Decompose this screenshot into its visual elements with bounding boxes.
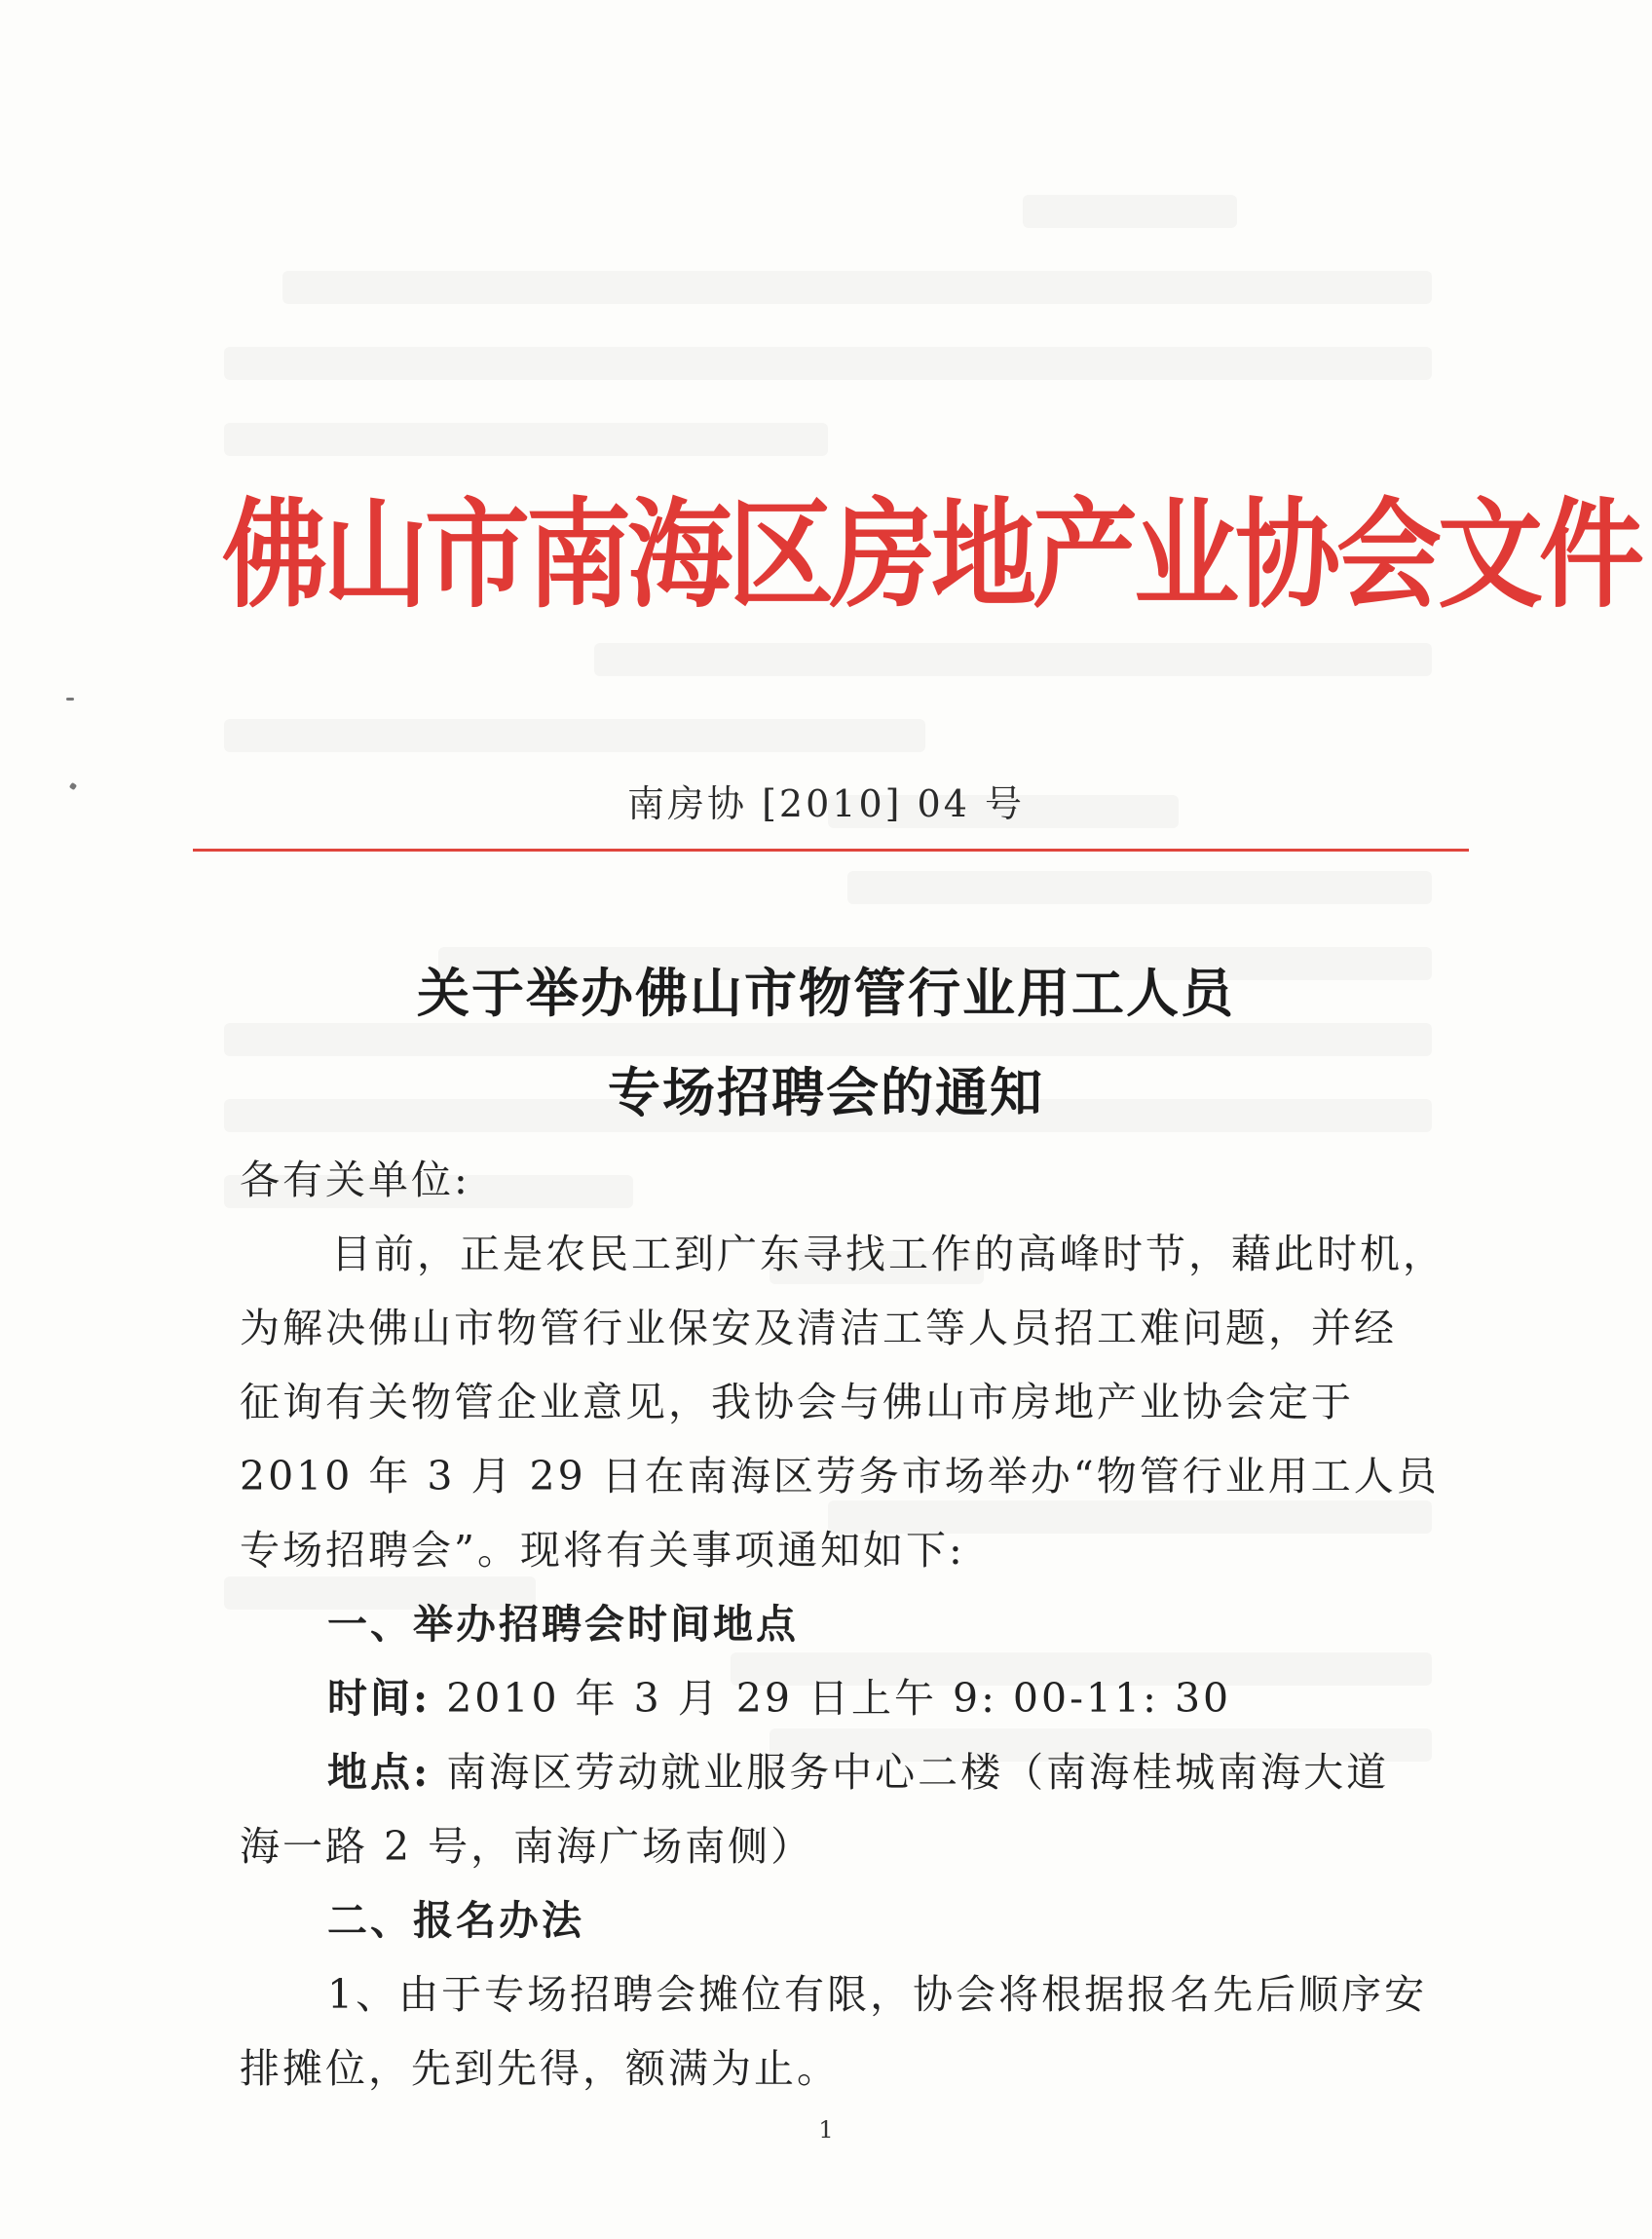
intro-line: 专场招聘会”。现将有关事项通知如下: — [240, 1527, 965, 1574]
time-value: 2010 年 3 月 29 日上午 9: 00-11: 30 — [446, 1675, 1232, 1722]
time-label: 时间: — [327, 1675, 432, 1722]
intro-line: 目前，正是农民工到广东寻找工作的高峰时节，藉此时机， — [331, 1231, 1446, 1277]
masthead-title: 佛山市南海区房地产业协会文件 — [222, 486, 1641, 625]
intro-line: 为解决佛山市物管行业保安及清洁工等人员招工难问题，并经 — [240, 1305, 1397, 1351]
registration-item-continued: 排摊位，先到先得，额满为止。 — [240, 2045, 840, 2092]
place-value-continued: 海一路 2 号，南海广场南侧） — [240, 1823, 814, 1870]
section-heading-time-place: 一、举办招聘会时间地点 — [327, 1601, 799, 1648]
section-heading-registration: 二、报名办法 — [327, 1897, 584, 1944]
intro-line: 2010 年 3 月 29 日在南海区劳务市场举办“物管行业用工人员 — [240, 1453, 1440, 1499]
place-value: 南海区劳动就业服务中心二楼（南海桂城南海大道 — [446, 1749, 1390, 1796]
place-row — [327, 1748, 1389, 1797]
page-number: 1 — [818, 2116, 834, 2144]
notice-title-line-1: 关于举办佛山市物管行业用工人员 — [417, 962, 1235, 1024]
scan-mark — [66, 698, 74, 701]
document-number: 南房协 [2010] 04 号 — [627, 782, 1025, 825]
registration-item: 1、由于专场招聘会摊位有限，协会将根据报名先后顺序安 — [327, 1971, 1428, 2018]
notice-title-line-2: 专场招聘会的通知 — [608, 1061, 1044, 1123]
salutation: 各有关单位: — [240, 1157, 470, 1203]
place-label: 地点: — [327, 1749, 432, 1796]
time-row — [327, 1674, 1231, 1723]
red-divider-line — [193, 849, 1469, 852]
intro-line: 征询有关物管企业意见，我协会与佛山市房地产业协会定于 — [240, 1379, 1354, 1425]
